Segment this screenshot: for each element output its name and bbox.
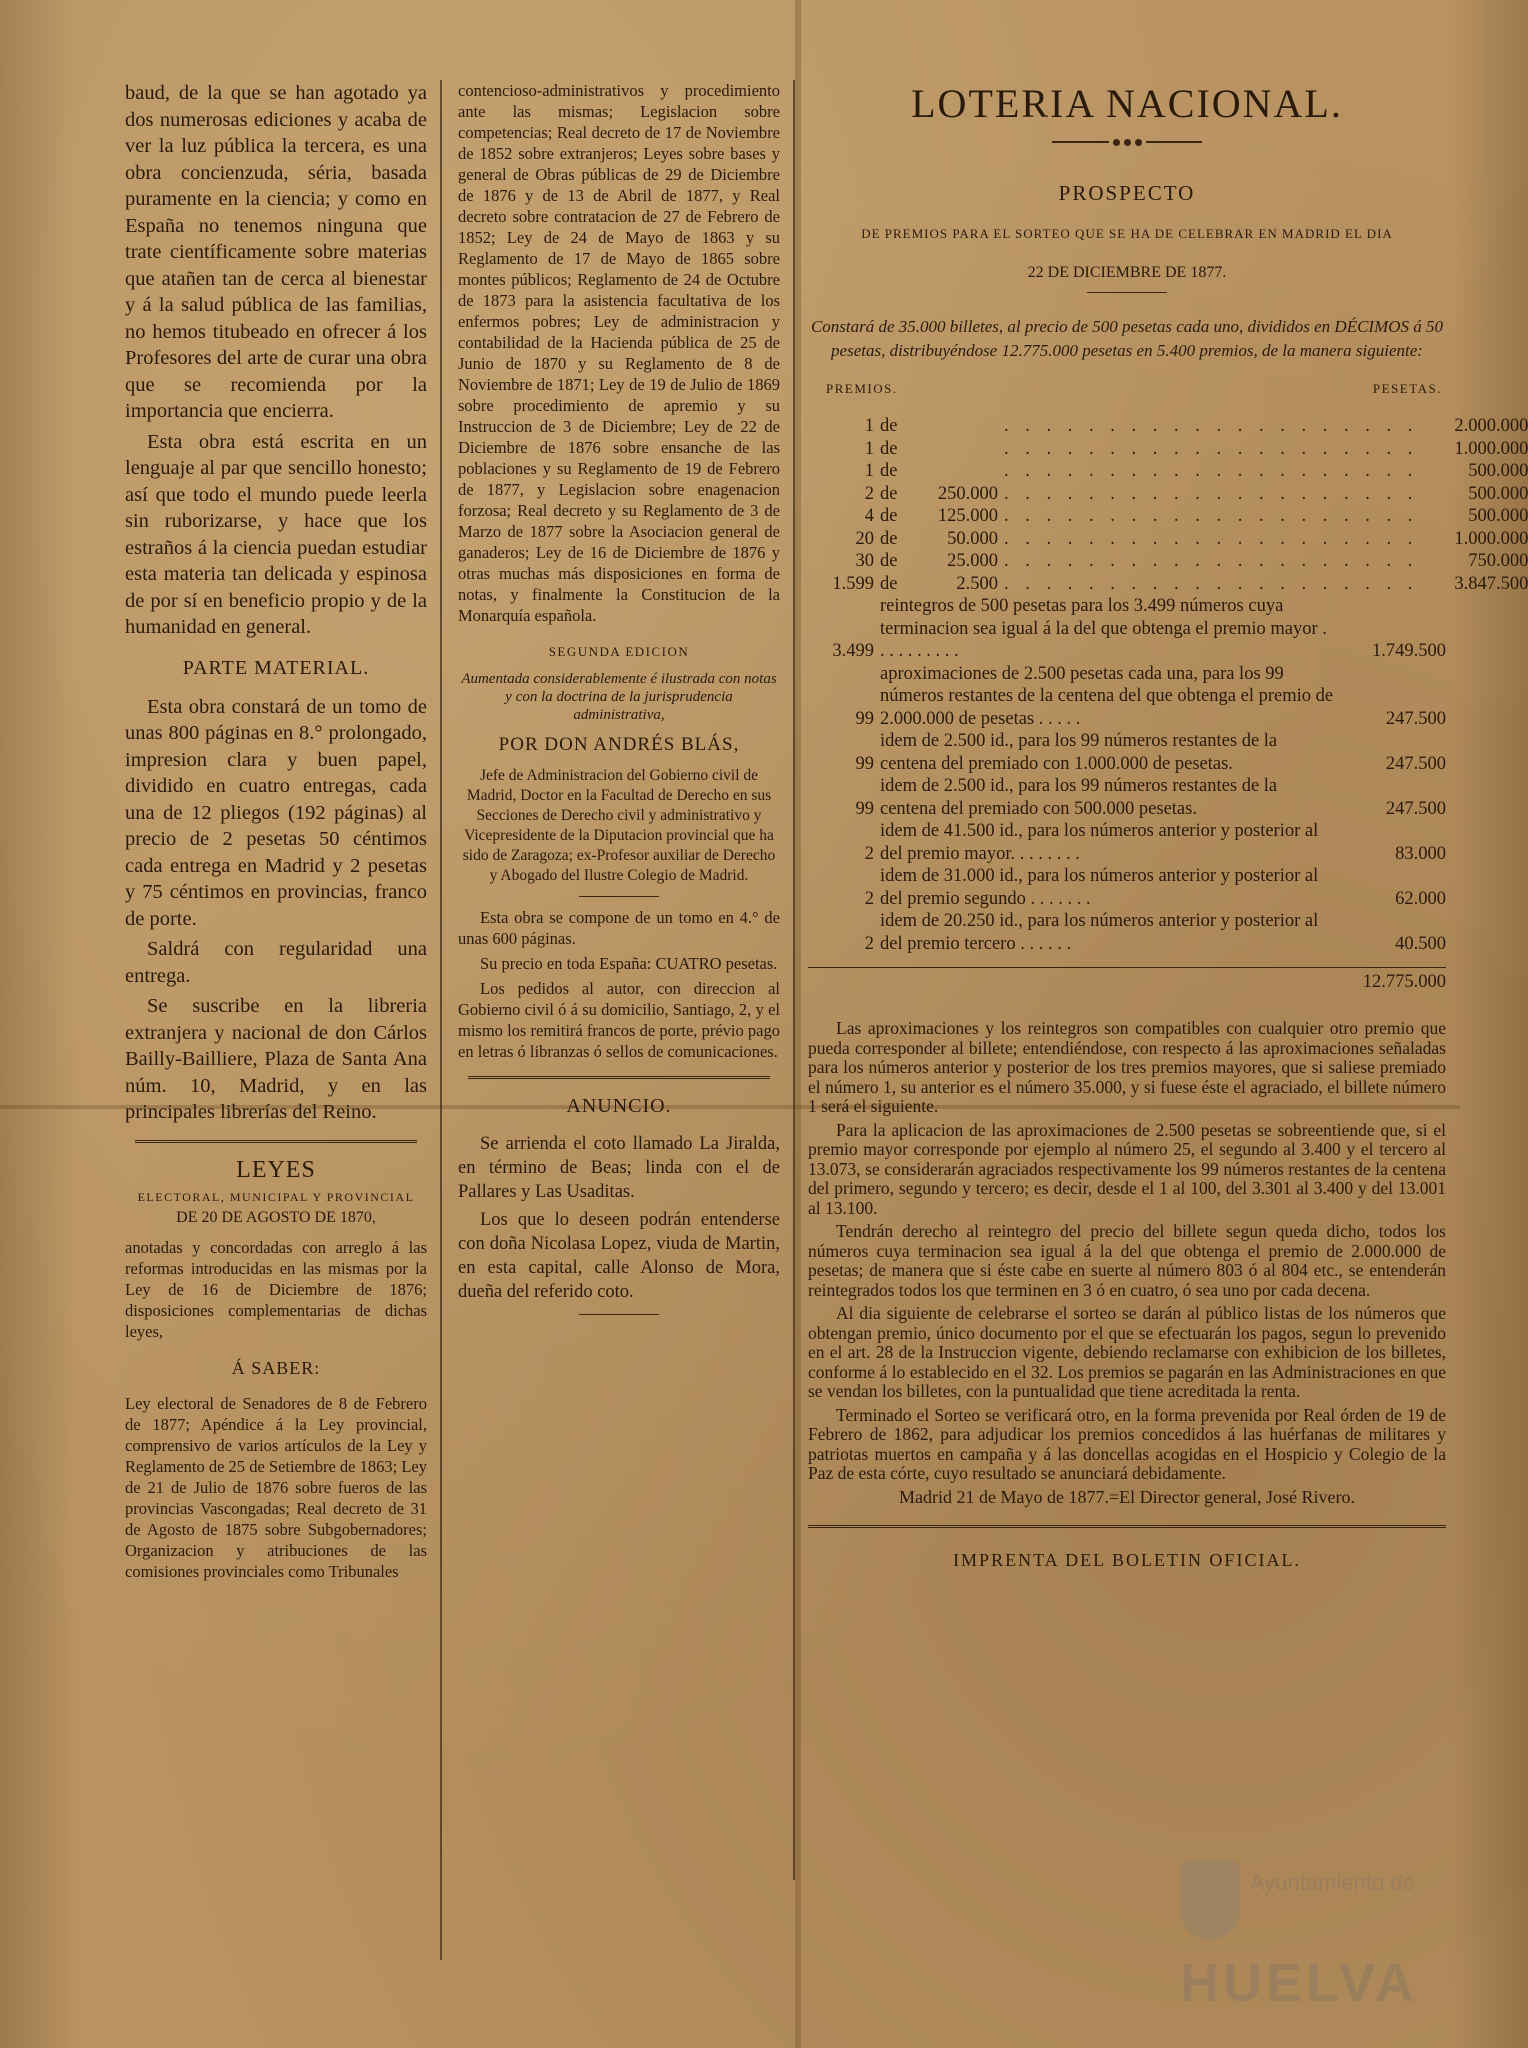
- prize-table: [808, 415, 1528, 993]
- intro-paragraph-1: baud, de la que se han agotado ya dos numerosas ediciones y acaba de ver la luz pública la tercera, es una obra concienzuda, séria, basada puramente en la ciencia; y como en España no tenemos ninguna que trate científicamente sobre materias que atañen tan de cerca al bienestar y á la salud pública de las familias, no hemos titubeado en ofrecer á los Profesores del arte de curar una obra que se recomienda por la importancia que encierra.: [125, 82, 427, 422]
- anuncio-paragraph-1: Se arrienda el coto llamado La Jiralda, en término de Beas; linda con el de Pallares y Las Usaditas.: [458, 1134, 780, 1202]
- prize-row: [808, 415, 1528, 438]
- coat-of-arms-icon: [1180, 1860, 1240, 1940]
- watermark-top-text: Ayuntamiento de: [1250, 1870, 1415, 1895]
- column-2: [458, 80, 780, 1325]
- prize-value: 3.847.500: [1454, 573, 1528, 594]
- leader-dots: . . . . . . . . . . . . . . . . . . . .: [1004, 483, 1419, 504]
- prize-row: [808, 550, 1528, 573]
- anuncio-heading: ANUNCIO.: [566, 1095, 672, 1117]
- prize-amount: 25.000: [947, 551, 998, 571]
- column-1: [125, 80, 427, 1586]
- leyes-subtitle: ELECTORAL, MUNICIPAL Y PROVINCIAL: [137, 1189, 415, 1204]
- prize-value: 750.000: [1468, 551, 1528, 571]
- prize-qty: 2: [864, 933, 874, 954]
- prize-table-header: [808, 381, 1446, 397]
- prize-desc: idem de 41.500 id., para los números anterior y posterior al del premio mayor. . . . . . . .: [880, 821, 1319, 864]
- lottery-paragraph-1: Las aproximaciones y los reintegros son compatibles con cualquier otro premio que pueda corresponder al billete; entendiéndose, con respecto á las aproximaciones señaladas para los números anterior y posterior de los tres premios mayores, que si saliese premiado el número 1, su anterior es el número 35.000, y si fuese éste el agraciado, el billete número 1 será el siguiente.: [808, 1018, 1446, 1116]
- laws-paragraph: contencioso-administrativos y procedimiento ante las mismas; Legislacion sobre competencias; Real decreto de 17 de Noviembre de 1852 sobre extranjeros; Leyes sobre bases y general de Obras públicas de 29 de Diciembre de 1876 y de 13 de Abril de 1877, y Real decreto sobre contratacion de 27 de Febrero de 1852; Ley de 24 de Mayo de 1863 y su Reglamento de 17 de Mayo de 1865 sobre montes públicos; Reglamento de 24 de Octubre de 1873 para la asistencia facultativa de los enfermos pobres; Ley de administracion y contabilidad de la Hacienda pública de 25 de Junio de 1870 y su Reglamento de 8 de Noviembre de 1871; Ley de 19 de Julio de 1869 sobre procedimiento de apremio y su Instruccion de 3 de Diciembre; Ley de 22 de Diciembre de 1876 sobre ensanche de las poblaciones y su Reglamento de 19 de Febrero de 1877, y Legislacion sobre enagenacion forzosa; Real decreto y su Reglamento de 3 de Marzo de 1877 sobre la Asociacion general de ganaderos; Ley de 16 de Diciembre de 1876 y otras muchas más disposiciones en forma de notas, y finalmente la Constitucion de la Monarquía española.: [458, 81, 780, 625]
- pesetas-label: PESETAS.: [1372, 381, 1442, 396]
- paper-fold-vertical: [795, 0, 801, 2048]
- lottery-paragraph-3: Tendrán derecho al reintegro del precio del billete segun queda dicho, todos los números cuya terminacion sea igual á la del que obtenga el premio de 2.000.000 de pesetas; de manera que si éste cabe en suerte al número 803 ó al 804 etc., se entenderán reintegrados todos los que terminen en 3 ó en cuatro, ó sea uno por cada decena.: [808, 1221, 1446, 1300]
- leader-dots: . . . . . . . . . . . . . . . . . . . .: [1004, 528, 1419, 549]
- lottery-paragraph-5: Terminado el Sorteo se verificará otro, en la forma prevenida por Real órden de 19 de Febrero de 1862, para adjudicar los premios concedidos á las huérfanas de militares y patriotas muertos en campaña y á las doncellas acogidas en el Hospicio y Colegio de la Paz de esta córte, cuyo resultado se anunciará debidamente.: [808, 1404, 1446, 1483]
- prize-text-row: [808, 775, 1446, 820]
- prize-amount: 2.500: [956, 573, 998, 594]
- prize-amount: 250.000: [937, 483, 998, 504]
- prize-row: [808, 528, 1528, 551]
- short-separator: [579, 896, 659, 897]
- prize-desc: aproximaciones de 2.500 pesetas cada una, para los 99 números restantes de la centena del que obtenga el premio de 2.000.000 de pesetas . . . . .: [880, 663, 1334, 729]
- leader-dots: . . . . . . . . . . . . . . . . . . . .: [1004, 461, 1419, 481]
- prize-de: de: [880, 573, 898, 594]
- prize-qty: 2: [864, 888, 874, 909]
- leader-dots: . . . . . . . . . . . . . . . . . . . .: [1004, 438, 1419, 459]
- leader-dots: . . . . . . . . . . . . . . . . . . . .: [1004, 573, 1419, 594]
- leader-dots: . . . . . . . . . . . . . . . . . . . .: [1004, 551, 1419, 571]
- prize-de: de: [880, 506, 898, 526]
- prize-text-row: [808, 730, 1446, 775]
- prize-value: 500.000: [1468, 483, 1528, 504]
- short-separator: [579, 1314, 659, 1315]
- prize-desc: idem de 2.500 id., para los 99 números restantes de la centena del premiado con 1.000.000 de pesetas.: [880, 731, 1278, 774]
- anuncio-paragraph-2: Los que lo deseen podrán entenderse con doña Nicolasa Lopez, viuda de Martin, en esta capital, calle Alonso de Mora, dueña del referido coto.: [458, 1210, 780, 1302]
- prize-value: 83.000: [1395, 843, 1446, 864]
- prize-text-row: [808, 820, 1446, 865]
- prize-qty: 2: [864, 843, 874, 864]
- prize-value: 500.000: [1468, 506, 1528, 526]
- prize-value: 500.000: [1468, 461, 1528, 481]
- prize-de: de: [880, 528, 898, 549]
- prize-text-row: [808, 865, 1446, 910]
- prize-qty: 1.599: [832, 573, 874, 594]
- prize-qty: 20: [855, 528, 874, 549]
- prize-de: de: [880, 461, 898, 481]
- lottery-date: 22 DE DICIEMBRE DE 1877.: [1027, 264, 1227, 281]
- prize-value: 1.000.000: [1454, 438, 1528, 459]
- watermark: [1180, 1860, 1450, 2020]
- prize-row: [808, 483, 1528, 506]
- prize-row: [808, 460, 1528, 483]
- prize-qty: 99: [855, 798, 874, 819]
- title-ornament: [1052, 137, 1202, 147]
- prize-value: 247.500: [1385, 798, 1446, 819]
- prize-value: 1.749.500: [1372, 641, 1446, 661]
- prize-value: 62.000: [1395, 888, 1446, 909]
- prize-value: 247.500: [1385, 708, 1446, 729]
- a-saber-paragraph: Ley electoral de Senadores de 8 de Febrero de 1877; Apéndice á la Ley provincial, comprensivo de varios artículos de la Ley y Reglamento de 25 de Setiembre de 1863; Ley de 21 de Julio de 1876 sobre fueros de las provincias Vascongadas; Real decreto de 31 de Agosto de 1875 sobre Subgobernadores; Organizacion y atribuciones de las comisiones provinciales como Tribunales: [125, 1393, 427, 1581]
- book-paragraph-3: Los pedidos al autor, con direccion al Gobierno civil ó á su domicilio, Santiago, 2, y el mismo los remitirá francos de porte, prévio pago en letras ó libranzas ó sellos de comunicaciones.: [458, 979, 780, 1061]
- book-paragraph-1: Esta obra se compone de un tomo en 4.° de unas 600 páginas.: [458, 908, 780, 948]
- prize-qty: 3.499: [832, 641, 874, 661]
- lottery-paragraph-2: Para la aplicacion de las aproximaciones de 2.500 pesetas se sobreentiende que, si el premio mayor corresponde por ejemplo al número 25, el segundo al 3.400 y el tercero al 13.073, se considerarán agraciados respectivamente los 99 números restantes de la centena del primero, segundo y tercero; es decir, desde el 1 al 100, del 3.301 al 3.400 y del 13.001 al 13.100.: [808, 1119, 1446, 1218]
- leyes-heading: LEYES: [236, 1156, 316, 1183]
- parte-material-heading: PARTE MATERIAL.: [182, 656, 370, 679]
- prize-desc: idem de 2.500 id., para los 99 números restantes de la centena del premiado con 500.000 pesetas.: [880, 776, 1278, 819]
- book-paragraph-2: Su precio en toda España: CUATRO pesetas.: [480, 954, 778, 973]
- imprenta-footer: IMPRENTA DEL BOLETIN OFICIAL.: [953, 1550, 1301, 1570]
- intro-paragraph-2: Esta obra está escrita en un lenguaje al par que sencillo honesto; así que todo el mundo puede leerla sin ruborizarse, y hace que los estraños á la ciencia puedan estudiar esta materia tan delicada y espinosa de por sí en beneficio propio y de la humanidad en general.: [125, 430, 427, 638]
- prize-text-row: [808, 663, 1446, 731]
- author-paragraph: Jefe de Administracion del Gobierno civil de Madrid, Doctor en la Facultad de Derecho en sus Secciones de Derecho civil y administrativo y Vicepresidente de la Diputacion provincial que ha sido de Zaragoza; ex-Profesor auxiliar de Derecho y Abogado del Ilustre Colegio de Madrid.: [462, 767, 776, 884]
- parte-material-paragraph-2: Saldrá con regularidad una entrega.: [125, 938, 427, 987]
- prize-total: [808, 967, 1446, 993]
- prize-de: de: [880, 438, 898, 459]
- prospecto-heading: PROSPECTO: [1058, 181, 1196, 205]
- prize-qty: 2: [864, 483, 874, 504]
- lottery-paragraph-4: Al dia siguiente de celebrarse el sorteo se darán al público listas de los números que obtengan premio, único documento por el que se efectuarán los pagos, segun lo prevenido en el art. 28 de la Instruccion vigente, debiendo reclamarse con exhibicion de los billetes, conforme á lo establecido en el 32. Los premios se pagarán en las Administraciones en que se vendan los billetes, con la puntualidad que tiene acreditada la renta.: [808, 1303, 1446, 1401]
- signature-line: Madrid 21 de Mayo de 1877.=El Director general, José Rivero.: [898, 1486, 1356, 1507]
- prize-row: [808, 438, 1528, 461]
- prize-qty: 99: [855, 708, 874, 729]
- prize-de: de: [880, 416, 898, 436]
- column-3: [808, 80, 1528, 1571]
- prize-qty: 30: [855, 551, 874, 571]
- lottery-body: [808, 1019, 1446, 1507]
- prize-amount: 125.000: [937, 506, 998, 526]
- prize-de: de: [880, 483, 898, 504]
- prize-desc: reintegros de 500 pesetas para los 3.499 números cuya terminacion sea igual á la del que obtenga el premio mayor . . . . . . . . . .: [880, 596, 1327, 661]
- prize-value: 1.000.000: [1454, 528, 1528, 549]
- edition-note: Aumentada considerablemente é ilustrada con notas y con la doctrina de la jurisprudencia administrativa,: [461, 671, 777, 723]
- column-rule-2: [793, 80, 795, 1880]
- prize-desc: idem de 31.000 id., para los números anterior y posterior al del premio segundo . . . . . . .: [880, 866, 1319, 909]
- separator: [808, 1525, 1446, 1528]
- parte-material-paragraph-1: Esta obra constará de un tomo de unas 800 páginas en 8.° prolongado, impresion clara y buen papel, dividido en cuatro entregas, cada una de 12 pliegos (192 páginas) al precio de 2 pesetas 50 céntimos cada entrega en Madrid y 2 pesetas y 75 céntimos en provincias, franco de porte.: [125, 695, 427, 930]
- prospecto-subtitle: DE PREMIOS PARA EL SORTEO QUE SE HA DE CELEBRAR EN MADRID EL DIA: [861, 226, 1393, 241]
- prize-qty: 99: [855, 753, 874, 774]
- a-saber-heading: Á SABER:: [231, 1357, 321, 1378]
- prize-qty: 1: [864, 438, 874, 459]
- leader-dots: . . . . . . . . . . . . . . . . . . . .: [1004, 416, 1419, 436]
- leyes-paragraph: anotadas y concordadas con arreglo á las reformas introducidas en las mismas por la Ley de 16 de Diciembre de 1876; disposiciones complementarias de dichas leyes,: [125, 1237, 427, 1341]
- lottery-intro: Constará de 35.000 billetes, al precio de 500 pesetas cada uno, divididos en DÉCIMOS á 50 pesetas, distribuyéndose 12.775.000 pesetas en 5.400 premios, de la manera siguiente:: [810, 317, 1444, 360]
- prize-total-value: 12.775.000: [1362, 972, 1446, 992]
- prize-text-row: [808, 910, 1446, 955]
- leader-dots: . . . . . . . . . . . . . . . . . . . .: [1004, 506, 1419, 526]
- prize-row: [808, 505, 1528, 528]
- separator: [468, 1076, 770, 1079]
- short-separator: [1087, 292, 1167, 293]
- prize-qty: 1: [864, 461, 874, 481]
- leyes-date: DE 20 DE AGOSTO DE 1870,: [176, 1208, 376, 1226]
- author-line: POR DON ANDRÉS BLÁS,: [498, 734, 740, 755]
- prize-qty: 1: [864, 416, 874, 436]
- prize-value: 247.500: [1385, 753, 1446, 774]
- column-rule-1: [440, 80, 442, 1960]
- loteria-title: LOTERIA NACIONAL.: [911, 81, 1343, 126]
- prize-text-row: [808, 595, 1446, 663]
- prize-row: [808, 573, 1528, 596]
- premios-label: PREMIOS.: [826, 381, 898, 396]
- prize-value: 2.000.000: [1454, 416, 1528, 436]
- watermark-big-text: HUELVA: [1180, 1953, 1418, 2013]
- parte-material-paragraph-3: Se suscribe en la libreria extranjera y nacional de don Cárlos Bailly-Bailliere, Plaza de Santa Ana núm. 10, Madrid, y en las principales librerías del Reino.: [125, 995, 427, 1123]
- prize-value: 40.500: [1395, 933, 1446, 954]
- prize-amount: 50.000: [947, 528, 998, 549]
- prize-desc: idem de 20.250 id., para los números anterior y posterior al del premio tercero . . . . . .: [880, 911, 1319, 954]
- edition-heading: SEGUNDA EDICION: [548, 644, 690, 659]
- prize-de: de: [880, 551, 898, 571]
- separator: [135, 1140, 417, 1143]
- prize-qty: 4: [864, 506, 874, 526]
